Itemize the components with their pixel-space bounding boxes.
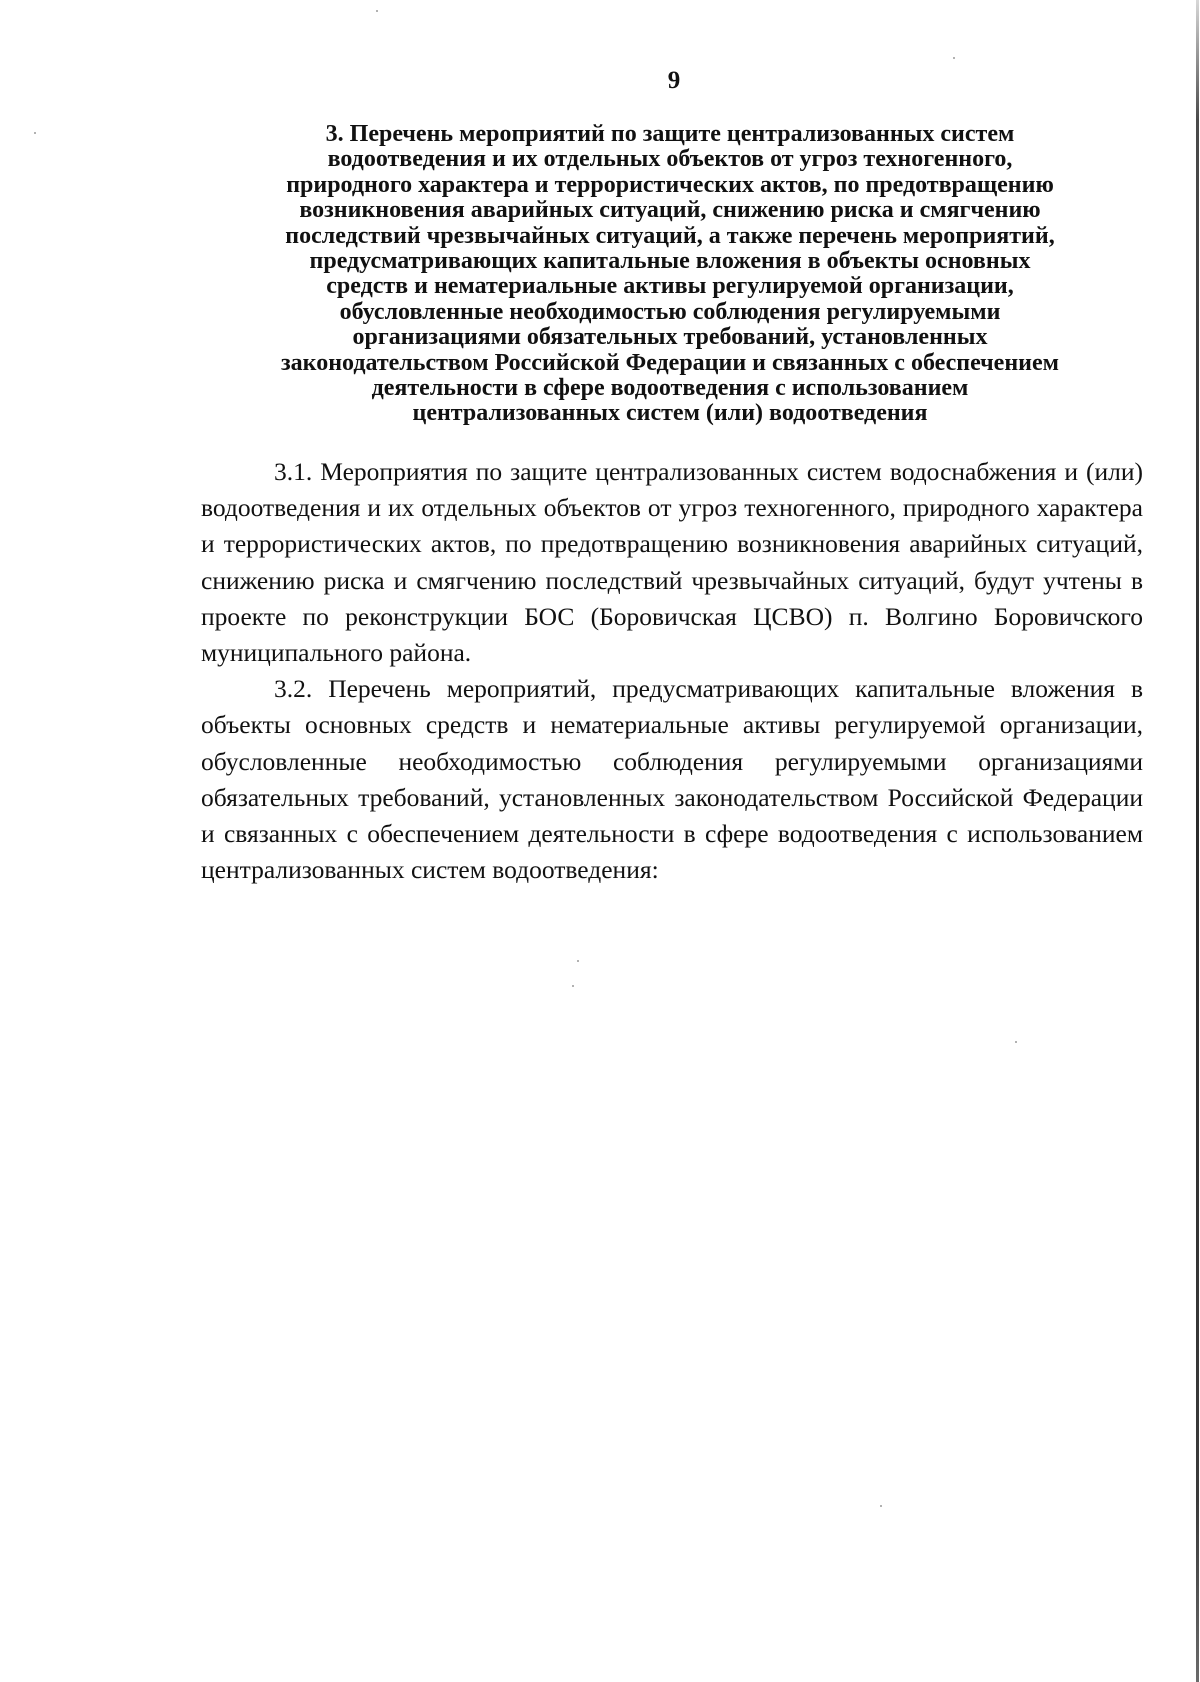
scan-shadow-edge [1196,0,1199,1682]
heading-line: централизованных систем (или) водоотведения [412,400,928,427]
heading-line: законодательством Российской Федерации и связанных с обеспечением [281,349,1059,376]
heading-line: деятельности в сфере водоотведения с использованием [371,375,969,402]
scan-speck [34,132,36,134]
heading-line: организациями обязательных требований, установленных [352,324,988,351]
section-body [201,454,1143,888]
heading-line: средств и нематериальные активы регулируемой организации, [326,273,1014,300]
paragraph-3-2: 3.2. Перечень мероприятий, предусматривающих капитальные вложения в объекты основных средств и нематериальные активы регулируемой организации, обусловленные необходимостью соблюдения регулируемыми организациями обязательных требований, установленных законодательством Российской Федерации и связанных с обеспечением деятельности в сфере водоотведения с использованием централизованных систем водоотведения: [201,674,1143,885]
heading-line: 3. Перечень мероприятий по защите централизованных систем [325,121,1015,147]
heading-line: водоотведения и их отдельных объектов от угроз техногенного, [327,146,1013,173]
scan-speck [376,10,378,12]
scan-speck [880,1505,882,1507]
heading-line: последствий чрезвычайных ситуаций, а также перечень мероприятий, [285,222,1055,249]
scan-speck [577,960,579,962]
heading-line: обусловленные необходимостью соблюдения регулируемыми [339,298,1001,325]
heading-line: возникновения аварийных ситуаций, снижению риска и смягчению [299,197,1041,224]
page-number: 9 [667,67,681,94]
section-heading [200,122,1140,427]
heading-line: предусматривающих капитальные вложения в объекты основных [309,248,1031,275]
scan-speck [572,985,574,987]
heading-line: природного характера и террористических актов, по предотвращению [286,171,1054,198]
scan-speck [953,57,955,59]
scan-speck [1015,1041,1017,1043]
paragraph-3-1: 3.1. Мероприятия по защите централизованных систем водоснабжения и (или) водоотведения и их отдельных объектов от угроз техногенного, природного характера и террористических актов, по предотвращению возникновения аварийных ситуаций, снижению риска и смягчению последствий чрезвычайных ситуаций, будут учтены в проекте по реконструкции БОС (Боровичская ЦСВО) п. Волгино Боровичского муниципального района. [201,457,1143,668]
